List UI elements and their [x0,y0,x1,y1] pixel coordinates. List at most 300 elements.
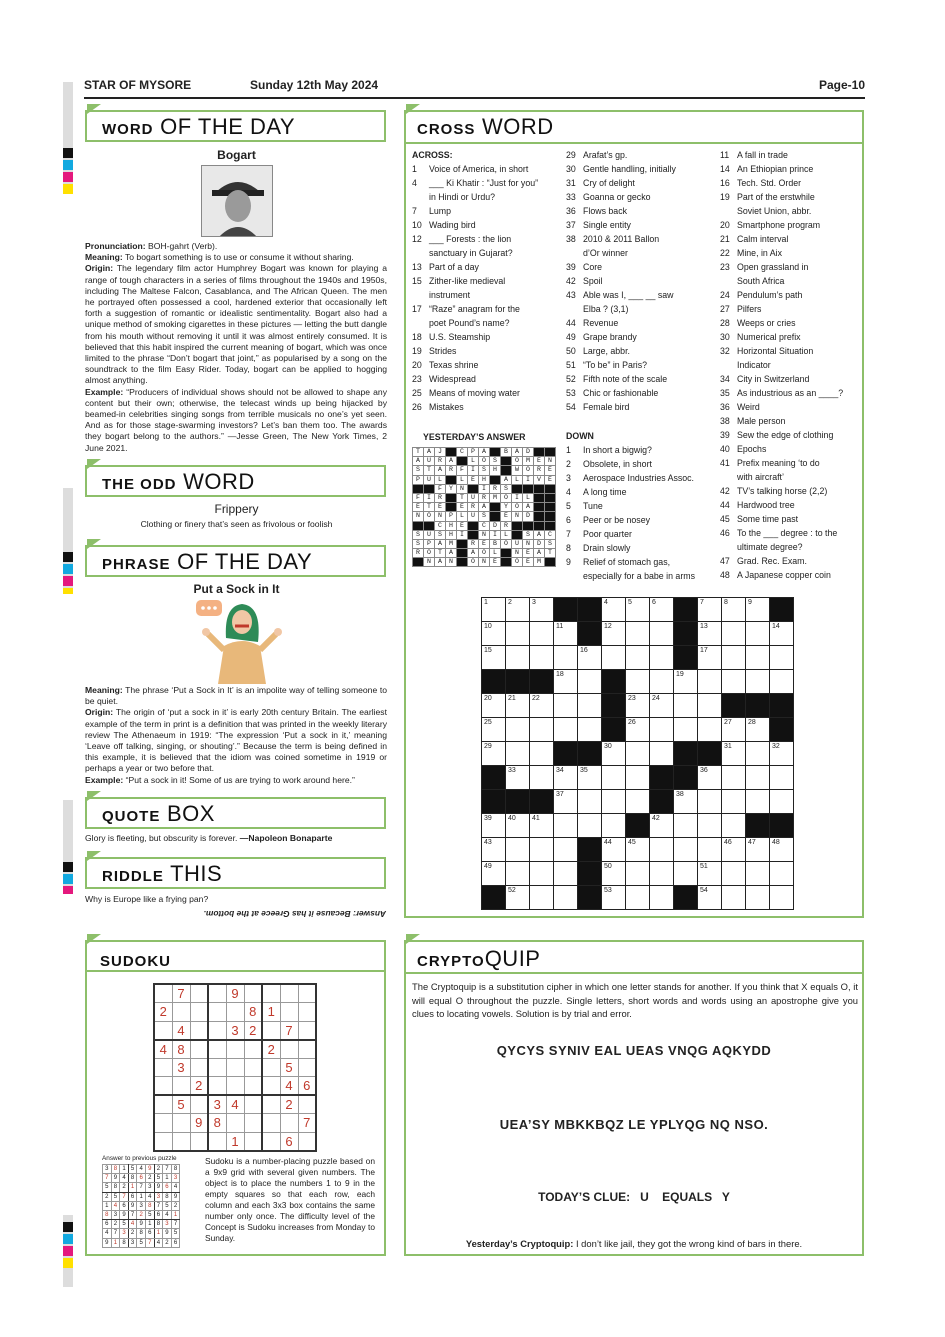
answer-cell: A [534,549,545,558]
sudoku-cell[interactable]: 6 [298,1077,316,1096]
crossword-cell[interactable] [770,766,794,790]
crossword-cell[interactable] [746,790,770,814]
cryptoquip-title-rule [404,972,864,974]
clue [566,302,676,316]
black-cell [578,598,602,622]
sudoku-cell[interactable] [244,1077,262,1096]
clue-text: Flows back [583,206,627,216]
sudoku-cell[interactable]: 4 [154,1040,172,1059]
black-cell [770,718,794,742]
crossword-cell[interactable] [698,718,722,742]
answer-cell: 9 [103,1238,112,1247]
crossword-cell[interactable] [506,862,530,886]
answer-cell: L [435,475,446,484]
clue [720,330,843,344]
sudoku-cell[interactable]: 8 [172,1040,190,1059]
crossword-cell[interactable] [554,886,578,910]
sudoku-cell[interactable] [244,984,262,1003]
answer-cell: O [501,539,512,548]
crossword-cell[interactable]: 4 [602,598,626,622]
clue-text: Chic or fashionable [583,388,659,398]
sudoku-cell[interactable] [298,984,316,1003]
answer-cell: T [424,466,435,475]
answer-cell: R [468,503,479,512]
crossword-cell[interactable]: 22 [530,694,554,718]
clue-text: Open grassland in [737,262,809,272]
crossword-cell[interactable] [746,646,770,670]
clue [720,148,843,162]
crossword-cell[interactable]: 29 [482,742,506,766]
crossword-cell[interactable]: 17 [698,646,722,670]
crossword-cell[interactable] [674,694,698,718]
clue-number: 30 [566,164,576,174]
sudoku-cell[interactable] [172,1077,190,1096]
sudoku-cell[interactable]: 2 [262,1040,280,1059]
yesterday-answer-heading: YESTERDAY’S ANSWER [423,432,526,442]
crossword-cell[interactable] [626,886,650,910]
crossword-cell[interactable] [722,670,746,694]
crossword-cell[interactable] [698,694,722,718]
crossword-cell[interactable]: 48 [770,838,794,862]
crossword-cell[interactable] [650,742,674,766]
crossword-cell[interactable]: 39 [482,814,506,838]
answer-cell: 9 [145,1165,154,1174]
crossword-cell[interactable]: 8 [722,598,746,622]
sudoku-cell[interactable]: 5 [172,1095,190,1114]
answer-cell [490,503,501,512]
crossword-cell[interactable] [650,862,674,886]
reg-black [63,1222,73,1232]
sudoku-cell[interactable] [172,1003,190,1022]
sudoku-cell[interactable] [298,1021,316,1040]
clue-number: 13 [412,262,422,272]
crossword-cell[interactable]: 21 [506,694,530,718]
sudoku-cell[interactable] [244,1132,262,1151]
clue-number: 23 [412,374,422,384]
crossword-cell[interactable] [506,718,530,742]
crossword-cell[interactable]: 41 [530,814,554,838]
crossword-cell[interactable]: 16 [578,646,602,670]
answer-cell: 7 [120,1192,129,1201]
crossword-cell[interactable] [746,766,770,790]
answer-cell [534,521,545,530]
sudoku-cell[interactable] [190,1021,208,1040]
sudoku-cell[interactable] [154,1058,172,1077]
sudoku-cell[interactable] [280,1003,298,1022]
sudoku-cell[interactable] [190,1058,208,1077]
sudoku-cell[interactable]: 4 [280,1077,298,1096]
crossword-cell[interactable] [722,622,746,646]
crossword-cell[interactable] [746,670,770,694]
crossword-cell[interactable]: 37 [554,790,578,814]
answer-cell [501,466,512,475]
crossword-cell[interactable] [626,646,650,670]
crossword-cell[interactable]: 34 [554,766,578,790]
sudoku-cell[interactable] [190,1003,208,1022]
clue-text: Part of the erstwhile [737,192,815,202]
crossword-cell[interactable]: 7 [698,598,722,622]
clue-text: Lump [429,206,452,216]
crossword-cell[interactable]: 43 [482,838,506,862]
sudoku-cell[interactable] [262,1132,280,1151]
crossword-cell[interactable] [626,790,650,814]
crossword-cell[interactable]: 35 [578,766,602,790]
crossword-cell[interactable] [650,646,674,670]
answer-cell: N [446,558,457,567]
sudoku-cell[interactable]: 8 [244,1003,262,1022]
answer-cell: A [446,549,457,558]
crossword-cell[interactable]: 19 [674,670,698,694]
crossword-cell[interactable]: 23 [626,694,650,718]
sudoku-cell[interactable] [244,1058,262,1077]
sudoku-cell[interactable] [190,984,208,1003]
black-cell [506,670,530,694]
clue-number: 28 [720,318,730,328]
answer-cell: O [512,457,523,466]
sudoku-cell[interactable]: 2 [280,1095,298,1114]
sudoku-cell[interactable] [154,1114,172,1133]
sudoku-cell[interactable]: 8 [208,1114,226,1133]
crossword-cell[interactable] [554,646,578,670]
sudoku-cell[interactable] [190,1132,208,1151]
answer-cell: A [479,503,490,512]
clue [566,527,695,541]
crossword-cell[interactable] [602,814,626,838]
sudoku-cell[interactable]: 2 [190,1077,208,1096]
crossword-cell[interactable]: 18 [554,670,578,694]
crossword-cell[interactable] [770,670,794,694]
reg-cyan [63,564,73,574]
answer-cell: S [523,530,534,539]
sudoku-cell[interactable] [226,1003,244,1022]
sudoku-cell[interactable]: 2 [154,1003,172,1022]
sudoku-cell[interactable]: 5 [280,1058,298,1077]
crossword-cell[interactable]: 20 [482,694,506,718]
sudoku-cell[interactable]: 3 [208,1095,226,1114]
answer-cell: 2 [103,1192,112,1201]
clue-number: 11 [720,150,730,160]
answer-cell: 7 [128,1210,137,1219]
answer-cell: O [424,512,435,521]
clue [412,176,538,190]
answer-cell [457,549,468,558]
crossword-cell[interactable]: 50 [602,862,626,886]
crossword-cell[interactable] [650,718,674,742]
sudoku-cell[interactable] [208,1077,226,1096]
reg-magenta [63,172,73,182]
sudoku-cell[interactable] [262,984,280,1003]
crossword-cell[interactable]: 11 [554,622,578,646]
crossword-cell[interactable]: 28 [746,718,770,742]
clue-text: Single entity [583,220,631,230]
crossword-cell[interactable]: 46 [722,838,746,862]
sudoku-cell[interactable] [208,1003,226,1022]
answer-cell: 6 [154,1210,163,1219]
crossword-cell[interactable]: 44 [602,838,626,862]
sudoku-cell[interactable]: 6 [280,1132,298,1151]
crossword-cell[interactable] [554,694,578,718]
sudoku-cell[interactable] [280,1114,298,1133]
crossword-cell[interactable] [602,766,626,790]
crossword-cell[interactable] [674,814,698,838]
sudoku-cell[interactable] [208,1058,226,1077]
sudoku-cell[interactable] [298,1132,316,1151]
crossword-cell[interactable] [554,814,578,838]
crossword-cell[interactable]: 13 [698,622,722,646]
reg-cyan [63,874,73,884]
sudoku-cell[interactable] [226,1077,244,1096]
sudoku-cell[interactable] [262,1114,280,1133]
sudoku-cell[interactable] [154,1021,172,1040]
crossword-cell[interactable] [530,646,554,670]
crossword-cell[interactable]: 38 [674,790,698,814]
black-cell [674,742,698,766]
sudoku-cell[interactable]: 9 [226,984,244,1003]
sudoku-cell[interactable] [172,1114,190,1133]
crossword-cell[interactable] [626,742,650,766]
sudoku-cell[interactable]: 4 [226,1095,244,1114]
answer-cell: 1 [171,1210,180,1219]
crossword-cell[interactable] [722,862,746,886]
cryptoquip-line-2: UEA’SY MBKKBQZ LE YPLYQG NQ NSO. [499,1117,769,1132]
sudoku-cell[interactable]: 7 [298,1114,316,1133]
sudoku-cell[interactable] [226,1058,244,1077]
crossword-cell[interactable] [650,622,674,646]
sudoku-cell[interactable] [262,1095,280,1114]
crossword-cell[interactable] [506,622,530,646]
crossword-cell[interactable] [602,790,626,814]
crossword-cell[interactable]: 9 [746,598,770,622]
crossword-cell[interactable] [746,622,770,646]
crossword-cell[interactable] [698,790,722,814]
sudoku-cell[interactable] [154,1132,172,1151]
black-cell [578,622,602,646]
crossword-cell[interactable]: 5 [626,598,650,622]
crossword-cell[interactable]: 45 [626,838,650,862]
clue [566,204,676,218]
crossword-cell[interactable] [650,838,674,862]
answer-cell [501,549,512,558]
crossword-cell[interactable] [530,838,554,862]
sudoku-cell[interactable] [190,1095,208,1114]
answer-cell: I [490,530,501,539]
clue-text: Goanna or gecko [583,192,651,202]
answer-cell: 4 [171,1183,180,1192]
crossword-cell[interactable]: 31 [722,742,746,766]
yesterday-cryptoquip: Yesterday’s Cryptoquip: I don’t like jail, they got the wrong kind of bars in there. [465,1238,803,1249]
sudoku-cell[interactable]: 9 [190,1114,208,1133]
sudoku-cell[interactable] [190,1040,208,1059]
crossword-cell[interactable] [650,670,674,694]
sudoku-cell[interactable] [262,1058,280,1077]
crossword-cell[interactable] [554,862,578,886]
sudoku-cell[interactable]: 3 [226,1021,244,1040]
crossword-cell[interactable] [770,646,794,670]
crossword-cell[interactable]: 49 [482,862,506,886]
crossword-cell[interactable] [506,742,530,766]
answer-cell: 6 [128,1192,137,1201]
sudoku-cell[interactable] [298,1095,316,1114]
crossword-cell[interactable] [578,814,602,838]
answer-cell [468,530,479,539]
crossword-cell[interactable] [698,670,722,694]
crossword-cell[interactable]: 10 [482,622,506,646]
crossword-cell[interactable] [626,862,650,886]
sudoku-cell[interactable] [208,1021,226,1040]
crossword-cell[interactable] [506,646,530,670]
answer-cell: 8 [111,1165,120,1174]
crossword-cell[interactable]: 40 [506,814,530,838]
black-cell [530,670,554,694]
sudoku-cell[interactable]: 7 [280,1021,298,1040]
sudoku-cell[interactable]: 7 [172,984,190,1003]
clue-text: Poor quarter [583,529,632,539]
crossword-cell[interactable] [530,742,554,766]
answer-cell: M [446,539,457,548]
clue-number: 43 [566,290,576,300]
crossword-cell[interactable]: 33 [506,766,530,790]
clue-number: 7 [566,529,571,539]
clue-text: Prefix meaning ‘to do [737,458,820,468]
sudoku-cell[interactable] [262,1077,280,1096]
crossword-cell[interactable]: 47 [746,838,770,862]
sudoku-cell[interactable] [154,1077,172,1096]
crossword-cell[interactable]: 3 [530,598,554,622]
crossword-cell[interactable] [746,886,770,910]
sudoku-cell[interactable] [172,1132,190,1151]
crossword-cell[interactable]: 30 [602,742,626,766]
crossword-cell[interactable] [674,838,698,862]
sudoku-cell[interactable]: 4 [172,1021,190,1040]
clue [412,288,538,302]
black-cell [578,742,602,766]
crossword-cell[interactable] [530,622,554,646]
crossword-cell[interactable] [698,838,722,862]
crossword-cell[interactable] [530,862,554,886]
crossword-cell[interactable] [578,670,602,694]
crossword-cell[interactable] [746,742,770,766]
sudoku-cell[interactable] [226,1040,244,1059]
sudoku-cell[interactable] [244,1040,262,1059]
sudoku-cell[interactable] [244,1095,262,1114]
crossword-cell[interactable] [602,646,626,670]
crossword-cell[interactable] [530,718,554,742]
crossword-cell[interactable]: 6 [650,598,674,622]
clue-text: Zither-like medieval [429,276,506,286]
crossword-cell[interactable] [698,814,722,838]
crossword-cell[interactable] [506,838,530,862]
crossword-cell[interactable] [578,790,602,814]
crossword-cell[interactable]: 36 [698,766,722,790]
crossword-cell[interactable] [722,814,746,838]
banner-tick [87,104,101,114]
crossword-cell[interactable] [722,790,746,814]
clue-text: Hardwood tree [737,500,795,510]
sudoku-cell[interactable] [280,984,298,1003]
black-cell [746,694,770,718]
crossword-cell[interactable] [674,718,698,742]
crossword-cell[interactable]: 14 [770,622,794,646]
crossword-cell[interactable] [530,886,554,910]
clue [566,148,676,162]
black-cell [698,742,722,766]
crossword-cell[interactable] [770,790,794,814]
sudoku-description: Sudoku is a number-placing puzzle based on a 9x9 grid with several given numbers. The object is to place the numbers 1 to 9 in the empty squares so that each row, each column and each 3x3 box contains the same number only once. The difficulty level of the Concept is Sudoku increases from Monday to Sunday. [205,1156,375,1243]
crossword-cell[interactable]: 53 [602,886,626,910]
clue-number: 38 [720,416,730,426]
sudoku-cell[interactable] [208,1040,226,1059]
crossword-cell[interactable] [626,766,650,790]
sudoku-cell[interactable] [298,1058,316,1077]
clue-text: An Ethiopian prince [737,164,814,174]
crossword-cell[interactable] [578,718,602,742]
clue-number: 23 [720,262,730,272]
crossword-cell[interactable]: 51 [698,862,722,886]
page-number: Page-10 [818,78,865,92]
crossword-cell[interactable]: 24 [650,694,674,718]
crossword-cell[interactable]: 2 [506,598,530,622]
crossword-cell[interactable]: 54 [698,886,722,910]
sudoku-cell[interactable]: 2 [244,1021,262,1040]
sudoku-cell[interactable] [298,1003,316,1022]
sudoku-cell[interactable]: 1 [226,1132,244,1151]
answer-cell [512,530,523,539]
answer-cell: 1 [154,1229,163,1238]
crossword-cell[interactable]: 1 [482,598,506,622]
clue-number: 15 [412,276,422,286]
crossword-cell[interactable] [626,670,650,694]
crossword-cell[interactable] [578,694,602,718]
sudoku-cell[interactable] [154,1095,172,1114]
clue-text: Gentle handling, initially [583,164,676,174]
crossword-cell[interactable] [650,886,674,910]
crossword-cell[interactable]: 25 [482,718,506,742]
crossword-cell[interactable]: 27 [722,718,746,742]
crossword-cell[interactable] [530,766,554,790]
clue [566,513,695,527]
crossword-cell[interactable] [554,718,578,742]
sudoku-cell[interactable] [280,1040,298,1059]
sudoku-cell[interactable] [154,984,172,1003]
sudoku-cell[interactable]: 3 [172,1058,190,1077]
sudoku-cell[interactable] [208,1132,226,1151]
clue [720,302,843,316]
sudoku-cell[interactable]: 1 [262,1003,280,1022]
crossword-cell[interactable] [626,622,650,646]
crossword-cell[interactable]: 15 [482,646,506,670]
sudoku-cell[interactable] [226,1114,244,1133]
crossword-cell[interactable] [722,766,746,790]
sudoku-cell[interactable] [208,984,226,1003]
crossword-cell[interactable] [554,838,578,862]
crossword-cell[interactable]: 12 [602,622,626,646]
crossword-cell[interactable]: 52 [506,886,530,910]
sudoku-cell[interactable] [298,1040,316,1059]
crossword-cell[interactable]: 42 [650,814,674,838]
crossword-cell[interactable] [674,862,698,886]
crossword-cell[interactable]: 32 [770,742,794,766]
sudoku-cell[interactable] [244,1114,262,1133]
answer-cell: N [479,558,490,567]
sudoku-cell[interactable] [262,1021,280,1040]
clue-text: Obsolete, in short [583,459,652,469]
crossword-cell[interactable]: 26 [626,718,650,742]
crossword-cell[interactable] [746,862,770,886]
crossword-cell[interactable] [722,886,746,910]
crossword-cell[interactable] [722,646,746,670]
crossword-cell[interactable] [770,862,794,886]
crossword-cell[interactable] [770,886,794,910]
